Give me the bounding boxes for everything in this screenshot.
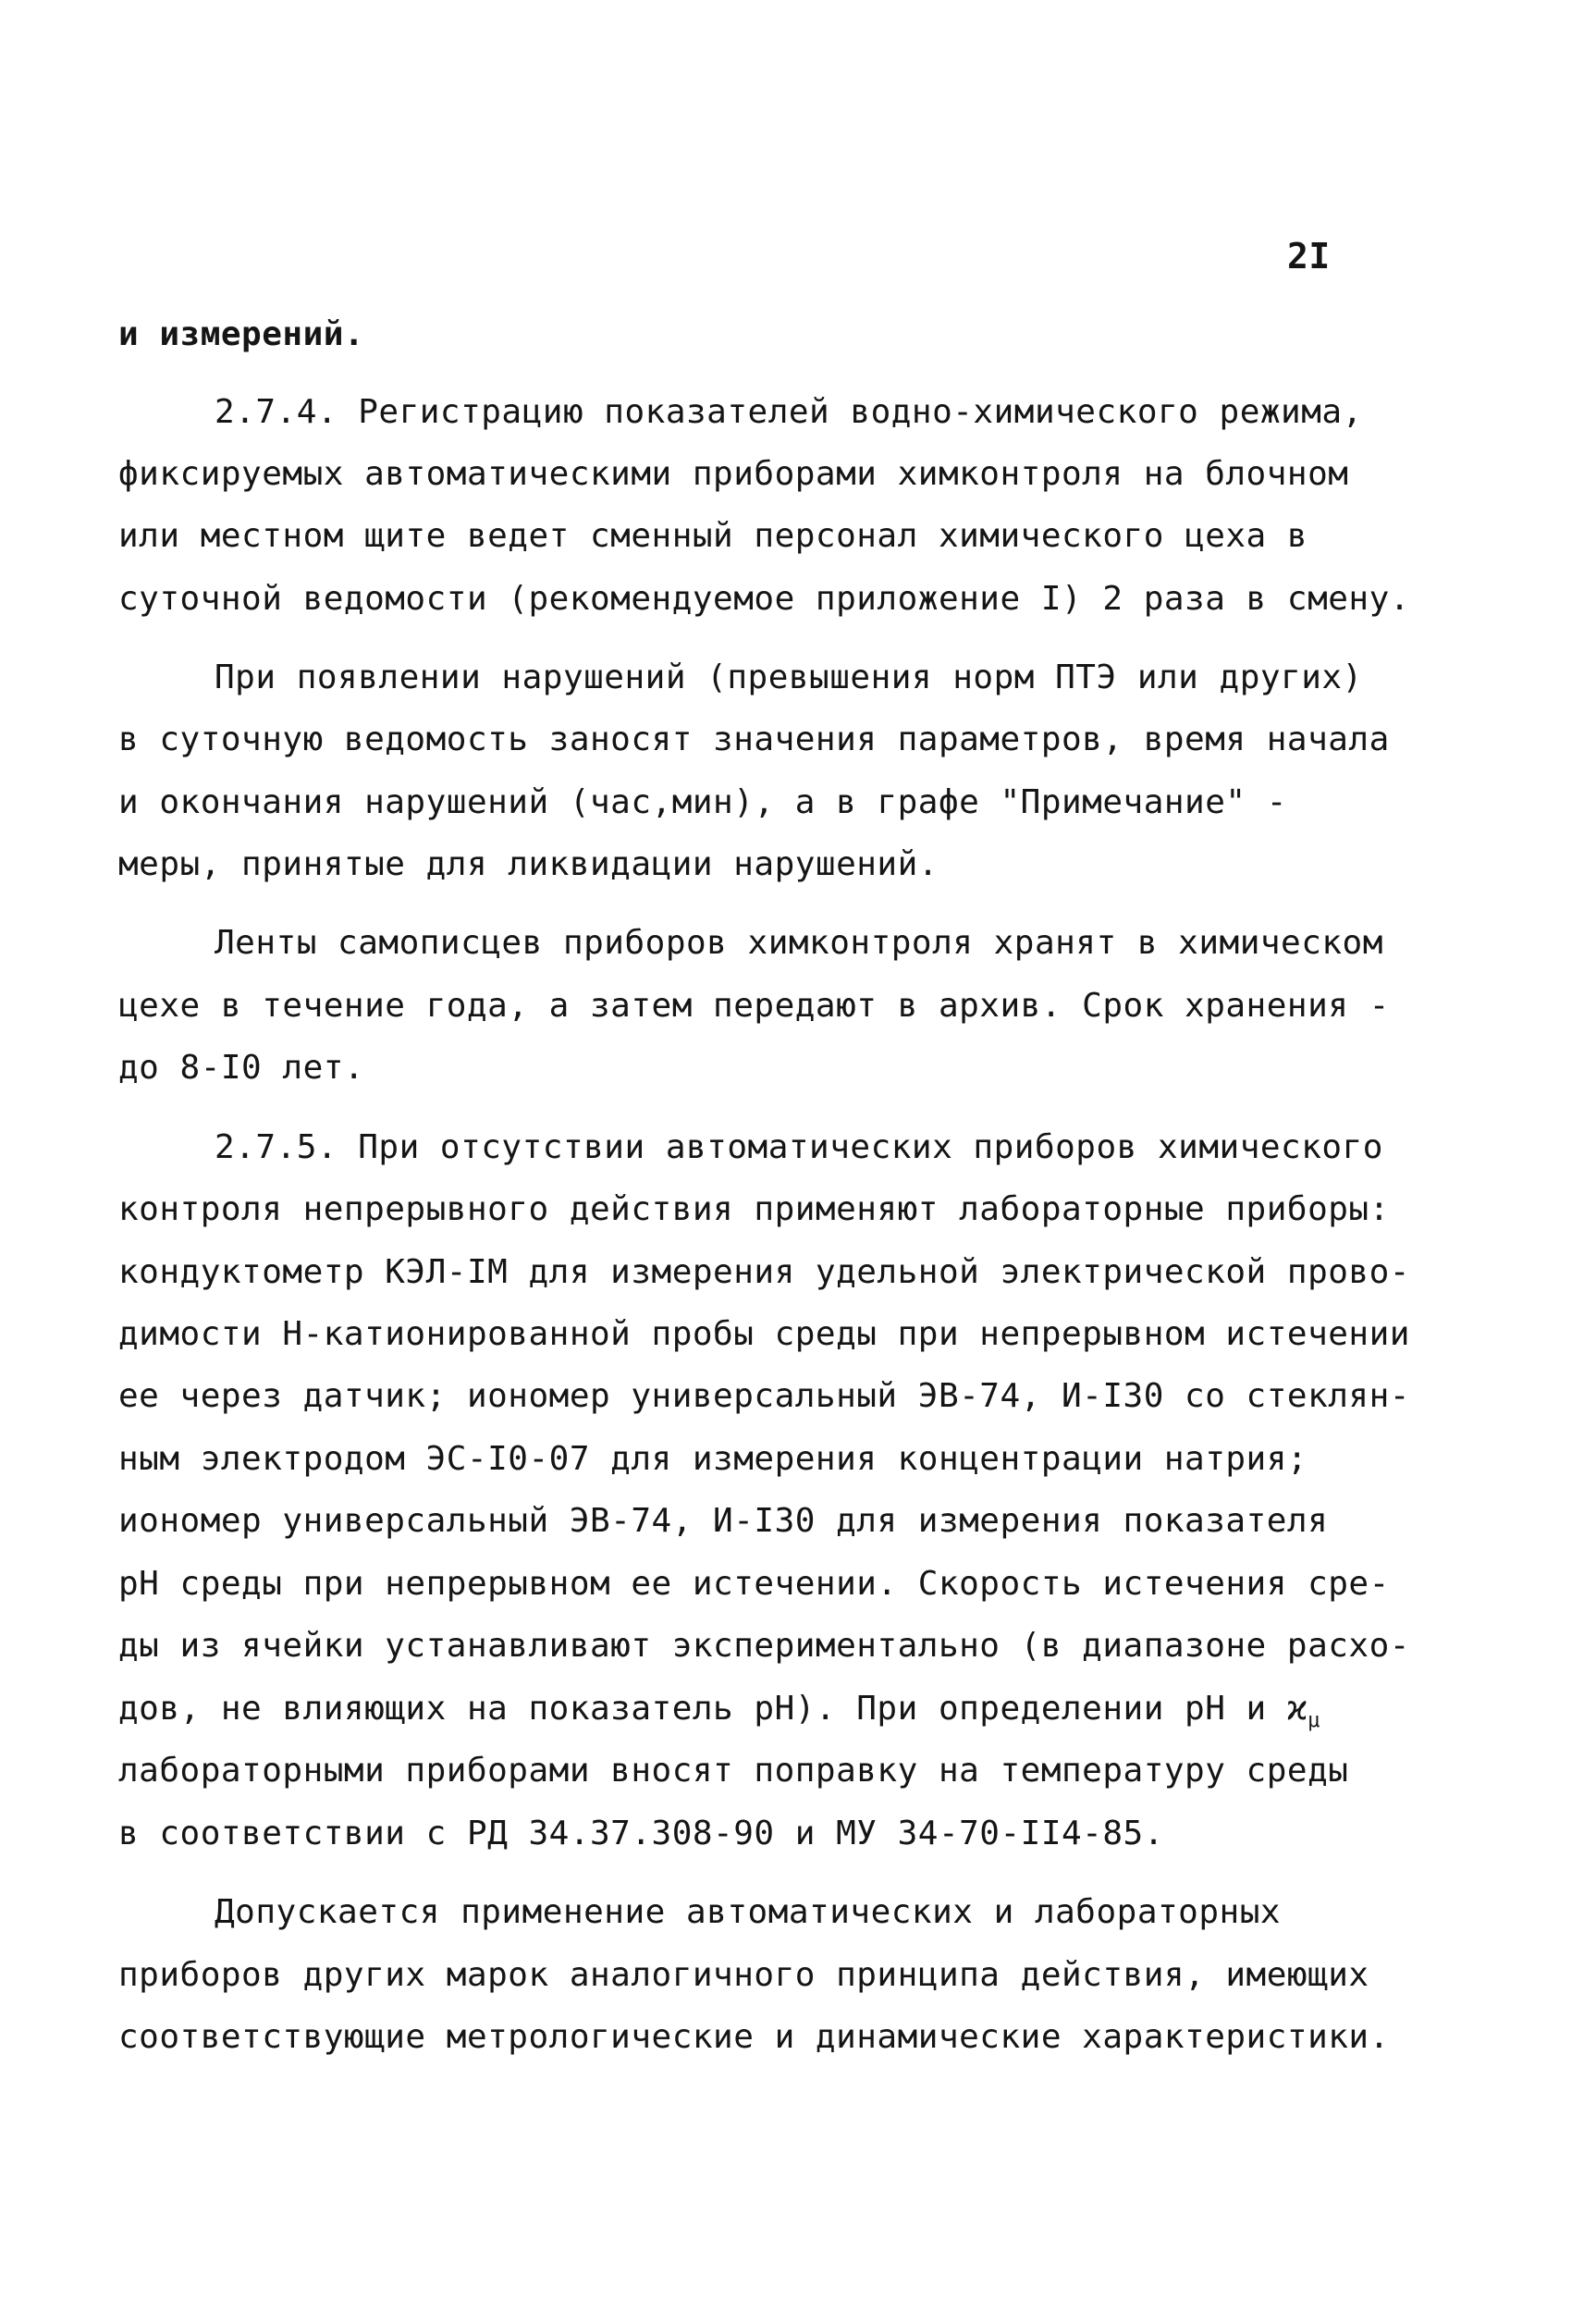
text-line: и измерений. <box>118 315 365 353</box>
paragraph-2-7-5-line: ее через датчик; иономер универсальный ЭВ-74, И-I30 со стеклян- <box>118 1377 1410 1415</box>
page-number: 2I <box>1287 236 1331 277</box>
paragraph-2-7-4-line: суточной ведомости (рекомендуемое приложение I) 2 раза в смену. <box>118 580 1410 618</box>
paragraph-allowed-line: Допускается применение автоматических и лабораторных <box>215 1893 1282 1931</box>
paragraph-allowed-line: приборов других марок аналогичного принципа действия, имеющих <box>118 1956 1369 1994</box>
paragraph-2-7-4-line: фиксируемых автоматическими приборами химконтроля на блочном <box>118 455 1349 493</box>
paragraph-2-7-5-line: ным электродом ЭС-I0-07 для измерения концентрации натрия; <box>118 1440 1308 1478</box>
paragraph-2-7-5-line: иономер универсальный ЭВ-74, И-I30 для измерения показателя <box>118 1502 1329 1540</box>
paragraph-violations-line: в суточную ведомость заносят значения параметров, время начала <box>118 720 1390 758</box>
line-text: дов, не влияющих на показатель рН). При определении рН и ϰ <box>118 1690 1308 1728</box>
paragraph-2-7-5-line: 2.7.5. При отсутствии автоматических приборов химического <box>215 1128 1383 1166</box>
paragraph-2-7-5-line <box>118 1692 1320 1731</box>
paragraph-violations-line: меры, принятые для ликвидации нарушений. <box>118 845 939 883</box>
paragraph-2-7-5-line: ды из ячейки устанавливают экспериментально (в диапазоне расхо- <box>118 1627 1410 1665</box>
paragraph-2-7-5-line: рН среды при непрерывном ее истечении. Скорость истечения сре- <box>118 1565 1390 1603</box>
paragraph-2-7-5-line: димости Н-катионированной пробы среды при непрерывном истечении <box>118 1315 1410 1353</box>
paragraph-tapes-line: Ленты самописцев приборов химконтроля хранят в химическом <box>215 924 1383 962</box>
paragraph-tapes-line: цехе в течение года, а затем передают в архив. Срок хранения - <box>118 987 1390 1025</box>
paragraph-allowed-line: соответствующие метрологические и динамические характеристики. <box>118 2018 1390 2056</box>
paragraph-2-7-4-line: 2.7.4. Регистрацию показателей водно-химического режима, <box>215 393 1363 431</box>
paragraph-2-7-5-line: контроля непрерывного действия применяют лабораторные приборы: <box>118 1190 1390 1228</box>
paragraph-2-7-5-line: лабораторными приборами вносят поправку на температуру среды <box>118 1752 1349 1790</box>
paragraph-violations-line: При появлении нарушений (превышения норм ПТЭ или других) <box>215 658 1363 696</box>
paragraph-violations-line: и окончания нарушений (час,мин), а в графе "Примечание" - <box>118 783 1287 821</box>
paragraph-tapes-line: до 8-I0 лет. <box>118 1049 365 1087</box>
paragraph-2-7-5-line: кондуктометр КЭЛ-IМ для измерения удельной электрической прово- <box>118 1253 1410 1291</box>
kappa-subscript: μ <box>1307 1709 1320 1733</box>
paragraph-2-7-4-line: или местном щите ведет сменный персонал химического цеха в <box>118 517 1308 555</box>
paragraph-2-7-5-line: в соответствии с РД 34.37.308-90 и МУ 34-70-II4-85. <box>118 1815 1164 1852</box>
